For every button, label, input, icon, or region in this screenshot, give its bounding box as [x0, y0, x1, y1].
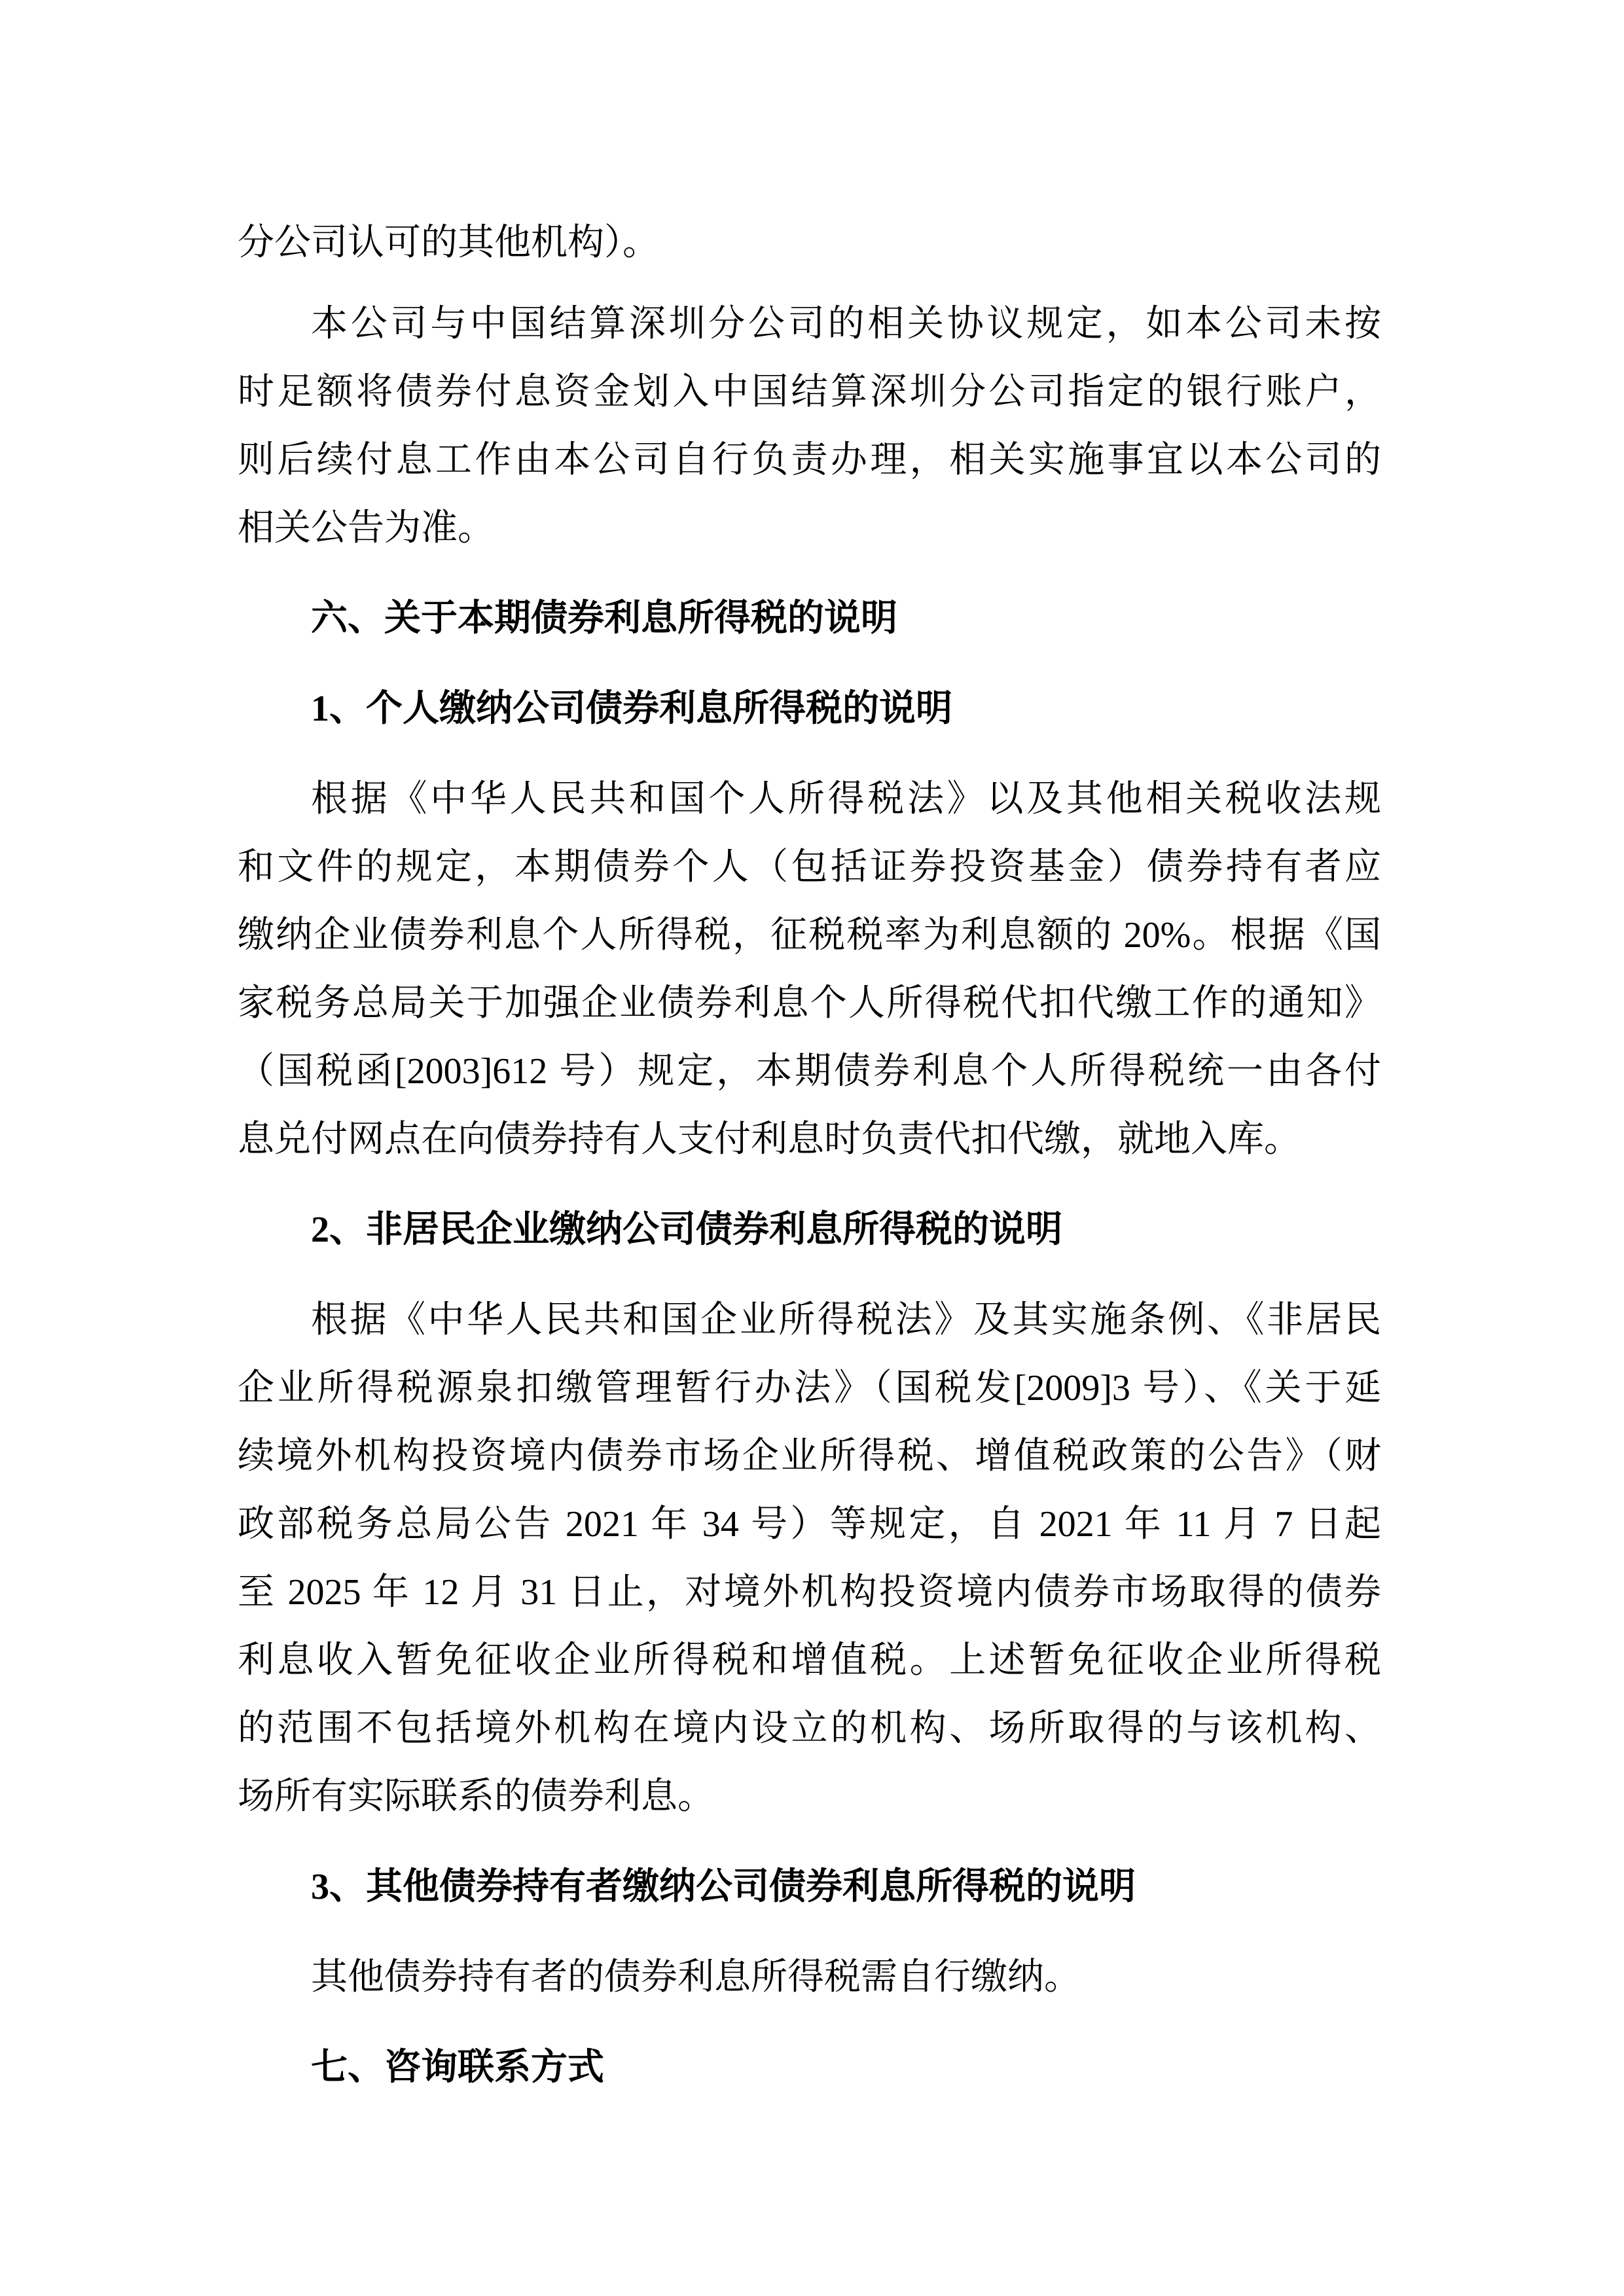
text-line: 时足额将债券付息资金划入中国结算深圳分公司指定的银行账户， — [238, 372, 1381, 412]
text-line: 缴纳企业债券利息个人所得税，征税税率为利息额的 20%。根据《国 — [238, 915, 1381, 956]
text-line: 本公司与中国结算深圳分公司的相关协议规定，如本公司未按 — [311, 304, 1381, 344]
paragraph-individual-tax — [238, 765, 1381, 1174]
text-line: 企业所得税源泉扣缴管理暂行办法》（国税发[2009]3 号）、《关于延 — [238, 1368, 1381, 1408]
paragraph-settlement-agreement — [238, 290, 1381, 562]
subsection-heading-2: 2、非居民企业缴纳公司债券利息所得税的说明 — [311, 1210, 1062, 1250]
subsection-heading-1: 1、个人缴纳公司债券利息所得税的说明 — [311, 689, 952, 729]
text-line: 根据《中华人民共和国个人所得税法》以及其他相关税收法规 — [311, 779, 1381, 819]
text-line: 至 2025 年 12 月 31 日止，对境外机构投资境内债券市场取得的债券 — [238, 1572, 1381, 1613]
paragraph-continuation — [238, 209, 1381, 277]
paragraph-other-holders — [238, 1943, 1381, 2011]
text-line: 息兑付网点在向债券持有人支付利息时负责代扣代缴，就地入库。 — [238, 1119, 1301, 1160]
text-line: 利息收入暂免征收企业所得税和增值税。上述暂免征收企业所得税 — [238, 1640, 1381, 1681]
text-line: 场所有实际联系的债券利息。 — [238, 1776, 714, 1817]
section-heading-six: 六、关于本期债券利息所得税的说明 — [311, 598, 897, 639]
text-line: （国税函[2003]612 号）规定，本期债券利息个人所得税统一由各付 — [238, 1051, 1381, 1092]
subsection-heading-3: 3、其他债券持有者缴纳公司债券利息所得税的说明 — [311, 1867, 1136, 1907]
paragraph-nonresident-tax — [238, 1286, 1381, 1831]
text-line: 和文件的规定，本期债券个人（包括证券投资基金）债券持有者应 — [238, 847, 1381, 888]
text-line: 政部税务总局公告 2021 年 34 号）等规定，自 2021 年 11 月 7 日起 — [238, 1504, 1381, 1545]
page-content — [238, 209, 1381, 2124]
text-line: 的范围不包括境外机构在境内设立的机构、场所取得的与该机构、 — [238, 1708, 1381, 1749]
text-line: 根据《中华人民共和国企业所得税法》及其实施条例、《非居民 — [311, 1300, 1381, 1340]
text-line: 则后续付息工作由本公司自行负责办理，相关实施事宜以本公司的 — [238, 440, 1381, 480]
text-line: 家税务总局关于加强企业债券利息个人所得税代扣代缴工作的通知》 — [238, 983, 1381, 1024]
text-line: 相关公告为准。 — [238, 508, 494, 548]
text-line: 续境外机构投资境内债券市场企业所得税、增值税政策的公告》（财 — [238, 1436, 1381, 1477]
section-heading-seven: 七、咨询联系方式 — [311, 2047, 604, 2088]
text-line: 其他债券持有者的债券利息所得税需自行缴纳。 — [311, 1957, 1081, 1998]
text-line: 分公司认可的其他机构）。 — [238, 223, 659, 263]
